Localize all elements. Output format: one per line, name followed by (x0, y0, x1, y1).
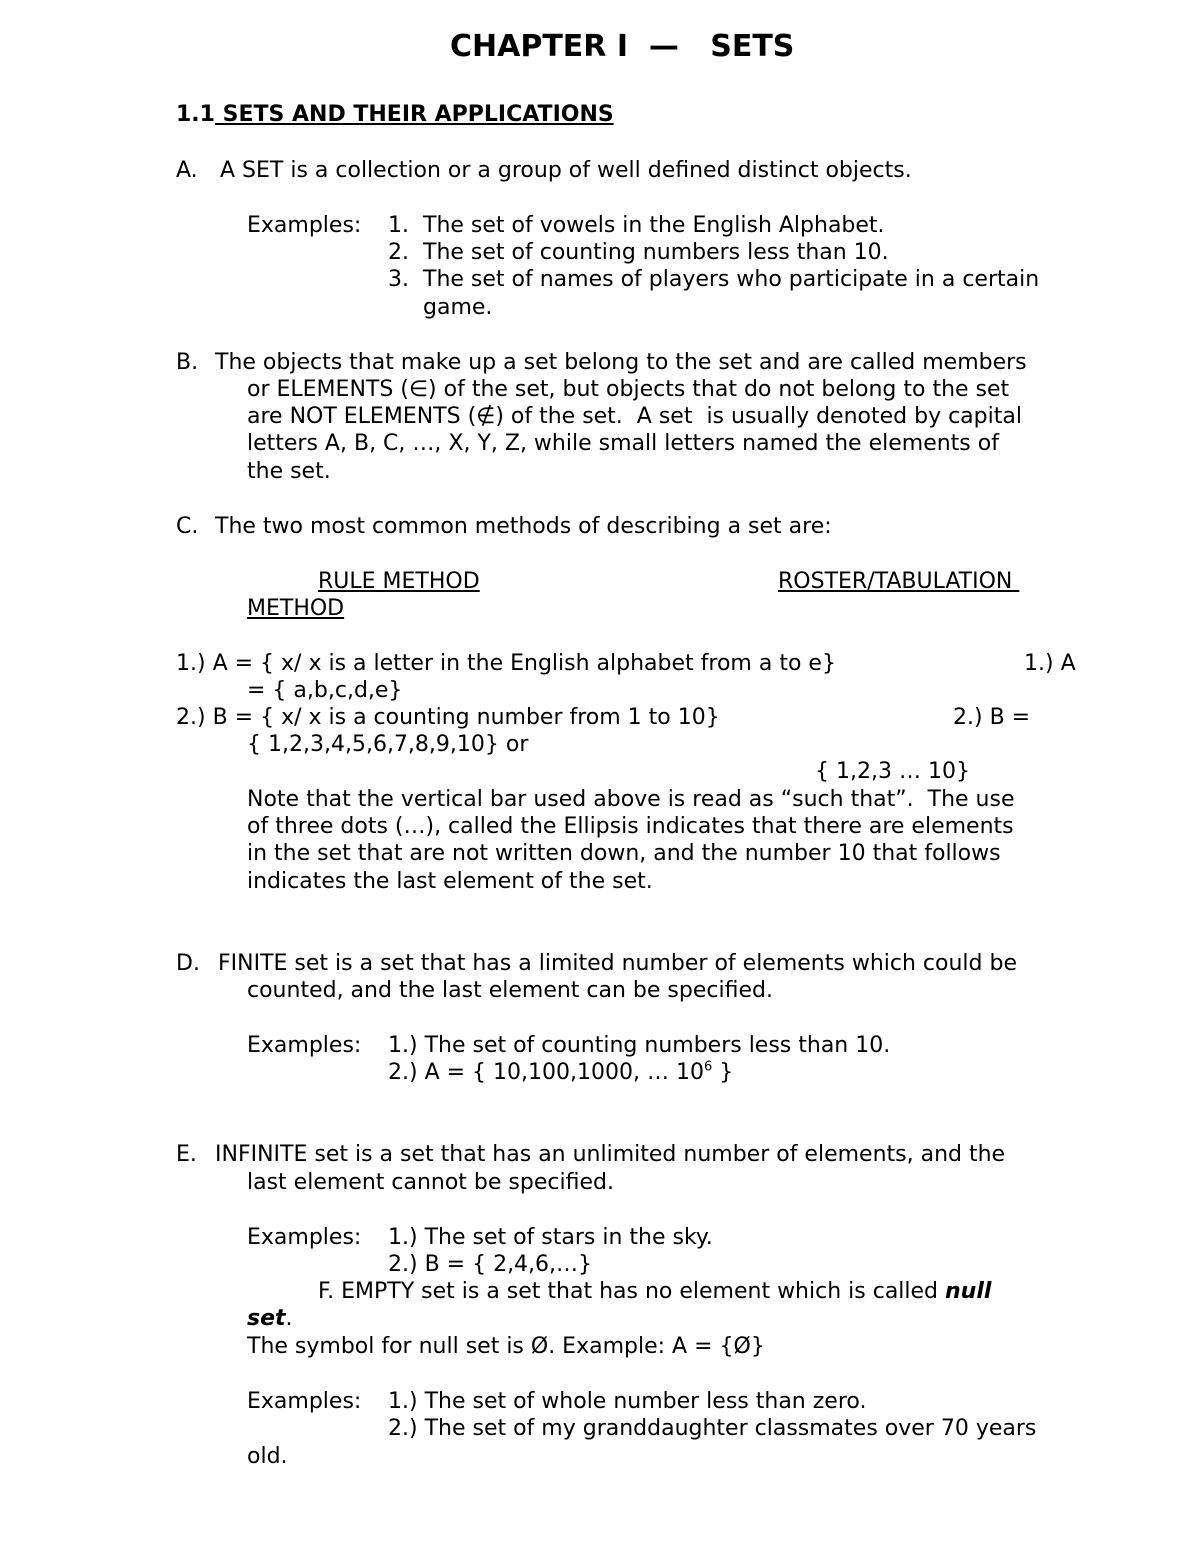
rule-example-1: 1.) A = { x/ x is a letter in the English alphabet from a to e} (176, 651, 836, 676)
set-word: set (247, 1306, 286, 1331)
item-c-letter: C. (176, 514, 199, 539)
item-d-example-end: } (712, 1060, 734, 1085)
roster-example-1: 1.) A (1024, 651, 1076, 676)
item-f-definition: EMPTY set is a set that has no element which is called (334, 1279, 946, 1304)
item-f-letter: F. (318, 1279, 335, 1304)
item-b-line: letters A, B, C, …, X, Y, Z, while small letters named the elements of (247, 431, 999, 456)
item-b-line: The objects that make up a set belong to the set and are called members (215, 350, 1027, 375)
roster-method-heading-cont: METHOD (247, 596, 345, 621)
item-d-example-base: 2.) A = { 10,100,1000, … 10 (388, 1060, 704, 1085)
item-b-line: the set. (247, 459, 331, 484)
note-line: in the set that are not written down, and the number 10 that follows (247, 841, 1001, 866)
item-b-line: or ELEMENTS (∈) of the set, but objects that do not belong to the set (247, 377, 1010, 402)
rule-method-heading: RULE METHOD (318, 569, 480, 594)
item-e-letter: E. (176, 1142, 197, 1167)
item-a-text: A SET is a collection or a group of well defined distinct objects. (220, 158, 912, 183)
note-line: indicates the last element of the set. (247, 869, 653, 894)
item-e-line: INFINITE set is a set that has an unlimited number of elements, and the (215, 1142, 1006, 1167)
section-heading (176, 101, 614, 128)
item-d-line: counted, and the last element can be specified. (247, 978, 773, 1003)
item-e-example: 1.) The set of stars in the sky. (388, 1225, 713, 1250)
section-title: SETS AND THEIR APPLICATIONS (214, 102, 614, 127)
roster-example-2-alt: { 1,2,3 … 10} (815, 759, 970, 784)
item-f-cont (247, 1305, 293, 1332)
section-number: 1.1 (176, 102, 215, 127)
rule-example-2: 2.) B = { x/ x is a counting number from 1 to 10} (176, 705, 720, 730)
roster-example-1-cont: = { a,b,c,d,e} (247, 678, 403, 703)
note-line: of three dots (…), called the Ellipsis indicates that there are elements (247, 814, 1014, 839)
item-f-text (318, 1278, 991, 1305)
item-a-example-num: 1. (388, 213, 409, 238)
note-line: Note that the vertical bar used above is read as “such that”. The use (247, 787, 1015, 812)
item-d-example: 1.) The set of counting numbers less than 10. (388, 1033, 891, 1058)
item-f-examples-label: Examples: (247, 1389, 362, 1414)
item-f-period: . (285, 1306, 293, 1331)
roster-example-2: 2.) B = (953, 705, 1031, 730)
item-b-letter: B. (176, 350, 199, 375)
roster-method-heading: ROSTER/TABULATION (778, 569, 1020, 594)
item-d-line: FINITE set is a set that has a limited number of elements which could be (218, 951, 1017, 976)
item-e-example: 2.) B = { 2,4,6,…} (388, 1252, 593, 1277)
item-d-examples-label: Examples: (247, 1033, 362, 1058)
null-symbol-line: The symbol for null set is Ø. Example: A = {Ø} (247, 1334, 765, 1359)
item-a-example: The set of vowels in the English Alphabet. (423, 213, 885, 238)
item-e-examples-label: Examples: (247, 1225, 362, 1250)
item-a-example: The set of names of players who participate in a certain (423, 267, 1040, 292)
roster-example-2-cont: { 1,2,3,4,5,6,7,8,9,10} or (247, 732, 529, 757)
item-d-example-exponent: 6 (703, 1059, 713, 1075)
chapter-title: CHAPTER I — SETS (450, 29, 795, 64)
item-a-example-num: 2. (388, 240, 409, 265)
item-f-example: 1.) The set of whole number less than zero. (388, 1389, 867, 1414)
item-a-example-cont: game. (423, 295, 493, 320)
item-a-letter: A. (176, 158, 198, 183)
item-d-example (388, 1059, 733, 1086)
item-f-example: 2.) The set of my granddaughter classmates over 70 years (388, 1416, 1037, 1441)
item-e-line: last element cannot be specified. (247, 1170, 614, 1195)
null-word: null (945, 1279, 992, 1304)
item-d-letter: D. (176, 951, 200, 976)
item-f-example-cont: old. (247, 1444, 288, 1469)
item-a-example-num: 3. (388, 267, 409, 292)
item-a-example: The set of counting numbers less than 10. (423, 240, 889, 265)
item-b-line: are NOT ELEMENTS (∉) of the set. A set is usually denoted by capital (247, 404, 1022, 429)
item-a-examples-label: Examples: (247, 213, 362, 238)
item-c-text: The two most common methods of describing a set are: (215, 514, 832, 539)
